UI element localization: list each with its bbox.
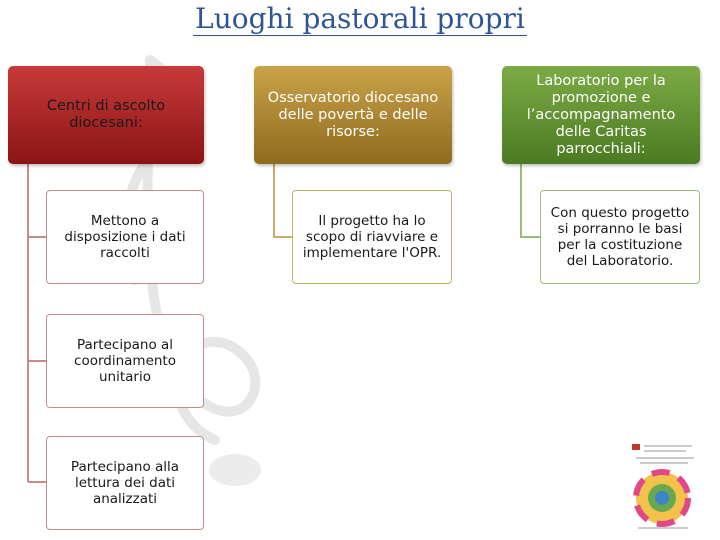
caritas-logo bbox=[622, 440, 704, 532]
card-mettono-a-disposizione: Mettono a disposizione i dati raccolti bbox=[46, 190, 204, 284]
page-title: Luoghi pastorali propri bbox=[195, 2, 525, 35]
heading-osservatorio: Osservatorio diocesano delle povertà e delle risorse: bbox=[254, 66, 452, 164]
card-partecipano-coordinamento: Partecipano al coordinamento unitario bbox=[46, 314, 204, 408]
card-progetto-laboratorio: Con questo progetto si porranno le basi per la costituzione del Laboratorio. bbox=[540, 190, 700, 284]
connector-col3 bbox=[521, 164, 540, 237]
card-progetto-opr: Il progetto ha lo scopo di riavviare e implementare l'OPR. bbox=[292, 190, 452, 284]
connector-col1 bbox=[28, 164, 46, 482]
card-partecipano-lettura: Partecipano alla lettura dei dati analizzati bbox=[46, 436, 204, 530]
heading-centri-di-ascolto: Centri di ascolto diocesani: bbox=[8, 66, 204, 164]
heading-laboratorio: Laboratorio per la promozione e l’accompagnamento delle Caritas parrocchiali: bbox=[502, 66, 700, 164]
connector-col2 bbox=[274, 164, 292, 237]
